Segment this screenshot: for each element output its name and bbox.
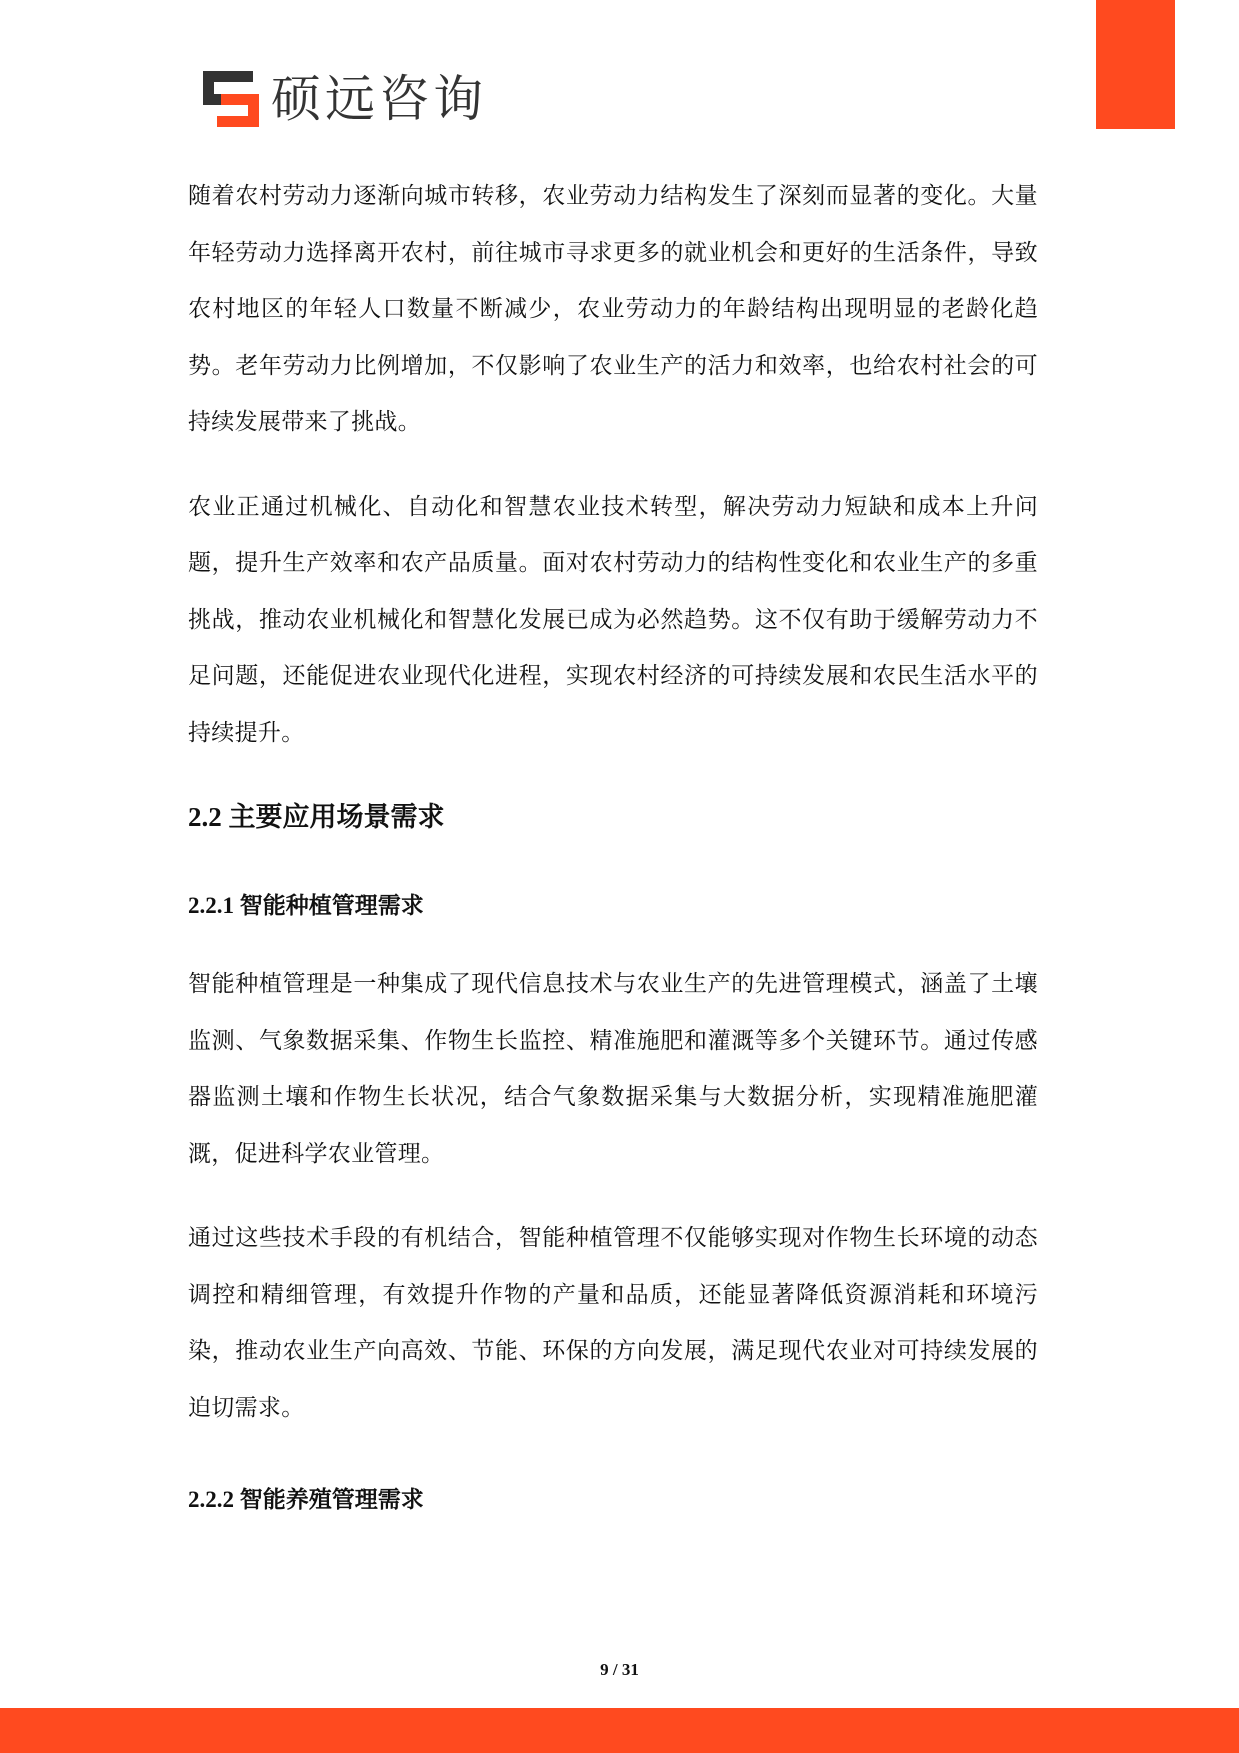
paragraph: 智能种植管理是一种集成了现代信息技术与农业生产的先进管理模式，涵盖了土壤监测、气象数据采集、作物生长监控、精准施肥和灌溉等多个关键环节。通过传感器监测土壤和作物生长状况，结合气象数据采集与大数据分析，实现精准施肥灌溉，促进科学农业管理。 <box>188 971 1038 1167</box>
footer-accent-bar <box>0 1708 1239 1753</box>
page-indicator: 9 / 31 <box>600 1660 639 1679</box>
paragraph: 随着农村劳动力逐渐向城市转移，农业劳动力结构发生了深刻而显著的变化。大量年轻劳动力选择离开农村，前往城市寻求更多的就业机会和更好的生活条件，导致农村地区的年轻人口数量不断减少，农业劳动力的年龄结构出现明显的老龄化趋势。老年劳动力比例增加，不仅影响了农业生产的活力和效率，也给农村社会的可持续发展带来了挑战。 <box>188 183 1038 435</box>
section-2-2-1-paragraphs <box>188 956 1038 1464</box>
intro-paragraphs <box>188 168 1038 789</box>
company-logo <box>203 70 487 128</box>
paragraph: 农业正通过机械化、自动化和智慧农业技术转型，解决劳动力短缺和成本上升问题，提升生产效率和农产品质量。面对农村劳动力的结构性变化和农业生产的多重挑战，推动农业机械化和智慧化发展已成为必然趋势。这不仅有助于缓解劳动力不足问题，还能促进农业现代化进程，实现农村经济的可持续发展和农民生活水平的持续提升。 <box>188 493 1038 746</box>
logo-text: 硕远咨询 <box>271 70 487 128</box>
section-heading-2-2-1: 2.2.1 智能种植管理需求 <box>188 893 424 918</box>
paragraph: 通过这些技术手段的有机结合，智能种植管理不仅能够实现对作物生长环境的动态调控和精细管理，有效提升作物的产量和品质，还能显著降低资源消耗和环境污染，推动农业生产向高效、节能、环保的方向发展，满足现代农业对可持续发展的迫切需求。 <box>188 1225 1038 1421</box>
logo-mark-icon <box>203 71 259 127</box>
section-heading-2-2: 2.2 主要应用场景需求 <box>188 802 445 832</box>
header-accent-tab <box>1096 0 1175 129</box>
section-heading-2-2-2: 2.2.2 智能养殖管理需求 <box>188 1487 424 1512</box>
